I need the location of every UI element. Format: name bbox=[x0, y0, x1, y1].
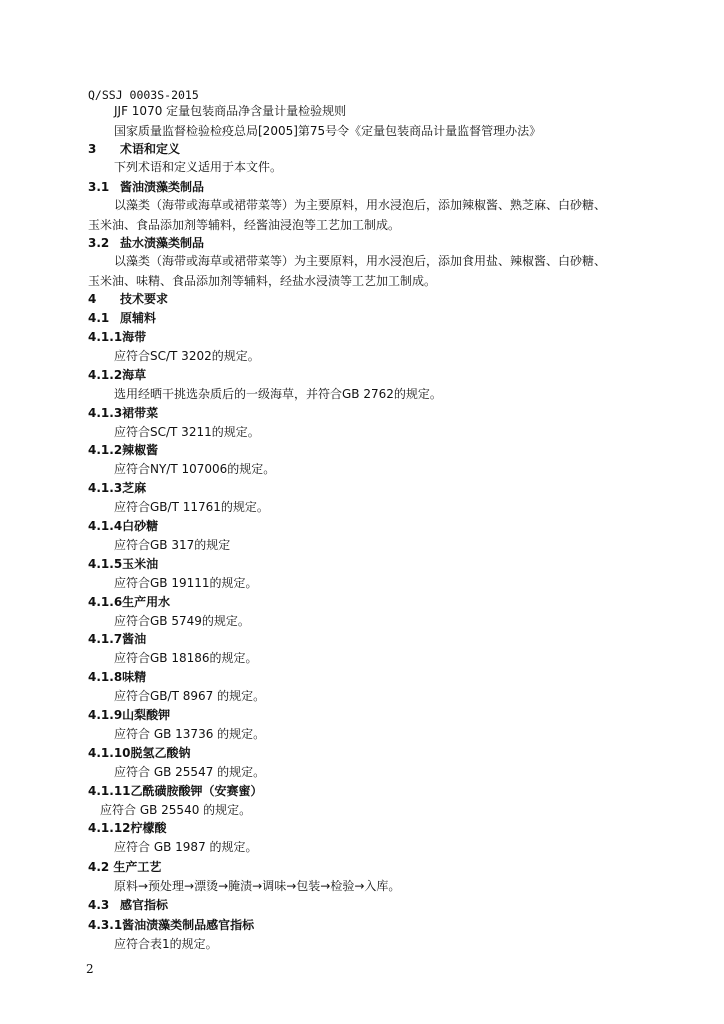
definition-line: 以藻类（海带或海草或裙带菜等）为主要原料，用水浸泡后，添加食用盐、辣椒酱、白砂糖、 bbox=[114, 254, 607, 268]
section-number: 4 bbox=[88, 292, 97, 306]
clause-number: 4.1.10 bbox=[88, 746, 131, 760]
clause-requirement: 应符合GB/T 8967 的规定。 bbox=[114, 689, 266, 703]
clause-heading bbox=[88, 744, 191, 762]
clause-number: 4.1.4 bbox=[88, 519, 123, 533]
clause-number: 4.3.1 bbox=[88, 918, 123, 932]
clause-title: 裙带菜 bbox=[122, 406, 159, 420]
clause-requirement: 应符合 GB 25547 的规定。 bbox=[114, 765, 266, 779]
clause-requirement: 应符合GB 5749的规定。 bbox=[114, 614, 250, 628]
clause-requirement: 应符合表1的规定。 bbox=[114, 937, 218, 951]
clause-number: 4.1.9 bbox=[88, 708, 123, 722]
subsection-title: 原辅料 bbox=[120, 311, 157, 325]
subsection-title: 感官指标 bbox=[120, 898, 169, 912]
clause-heading bbox=[88, 479, 146, 497]
clause-heading bbox=[88, 366, 146, 384]
clause-number: 4.1.7 bbox=[88, 632, 123, 646]
section-intro: 下列术语和定义适用于本文件。 bbox=[114, 160, 283, 174]
section-title: 术语和定义 bbox=[120, 142, 181, 156]
clause-number: 4.1.3 bbox=[88, 406, 123, 420]
reference-line: JJF 1070 定量包装商品净含量计量检验规则 bbox=[114, 104, 347, 118]
clause-number: 4.1.5 bbox=[88, 557, 123, 571]
definition-line: 玉米油、食品添加剂等辅料，经酱油浸泡等工艺加工制成。 bbox=[88, 218, 401, 232]
clause-heading bbox=[88, 593, 170, 611]
clause-title: 海带 bbox=[122, 330, 147, 344]
clause-heading bbox=[88, 916, 254, 934]
clause-requirement: 选用经晒干挑选杂质后的一级海草，并符合GB 2762的规定。 bbox=[114, 387, 442, 401]
clause-number: 4.1.2 bbox=[88, 443, 123, 457]
clause-number: 4.1.1 bbox=[88, 330, 123, 344]
term-heading bbox=[88, 234, 204, 252]
clause-title: 辣椒酱 bbox=[122, 443, 159, 457]
standard-code: Q/SSJ 0003S-2015 bbox=[88, 88, 199, 102]
subsection-number: 4.3 bbox=[88, 898, 110, 912]
clause-requirement: 应符合 GB 25540 的规定。 bbox=[100, 803, 252, 817]
clause-requirement: 应符合SC/T 3202的规定。 bbox=[114, 349, 260, 363]
clause-title: 海草 bbox=[122, 368, 147, 382]
clause-requirement: 应符合 GB 13736 的规定。 bbox=[114, 727, 266, 741]
clause-number: 4.1.3 bbox=[88, 481, 123, 495]
clause-heading bbox=[88, 668, 146, 686]
clause-requirement: 应符合 GB 1987 的规定。 bbox=[114, 840, 258, 854]
clause-requirement: 应符合NY/T 107006的规定。 bbox=[114, 462, 276, 476]
definition-line: 以藻类（海带或海草或裙带菜等）为主要原料，用水浸泡后，添加辣椒酱、熟芝麻、白砂糖、 bbox=[114, 198, 607, 212]
clause-number: 4.1.12 bbox=[88, 821, 131, 835]
page-number: 2 bbox=[86, 962, 94, 976]
clause-number: 4.1.2 bbox=[88, 368, 123, 382]
clause-requirement: 应符合GB/T 11761的规定。 bbox=[114, 500, 269, 514]
clause-title: 酱油渍藻类制品感官指标 bbox=[122, 918, 255, 932]
clause-title: 脱氢乙酸钠 bbox=[130, 746, 191, 760]
term-number: 3.1 bbox=[88, 180, 110, 194]
process-flow: 原料→预处理→漂烫→腌渍→调味→包装→检验→入库。 bbox=[114, 879, 401, 893]
clause-requirement: 应符合GB 19111的规定。 bbox=[114, 576, 258, 590]
clause-requirement: 应符合SC/T 3211的规定。 bbox=[114, 425, 260, 439]
reference-line: 国家质量监督检验检疫总局[2005]第75号令《定量包装商品计量监督管理办法》 bbox=[114, 124, 542, 138]
clause-title: 玉米油 bbox=[122, 557, 159, 571]
section-heading bbox=[88, 290, 168, 308]
term-definition bbox=[88, 251, 636, 291]
clause-heading bbox=[88, 782, 263, 800]
clause-title: 生产用水 bbox=[122, 595, 171, 609]
clause-heading bbox=[88, 517, 158, 535]
clause-number: 4.1.8 bbox=[88, 670, 123, 684]
clause-heading bbox=[88, 404, 158, 422]
clause-heading bbox=[88, 328, 146, 346]
clause-title: 乙酰磺胺酸钾（安赛蜜） bbox=[130, 784, 263, 798]
subsection-heading bbox=[88, 309, 156, 327]
clause-heading bbox=[88, 441, 158, 459]
clause-heading bbox=[88, 555, 158, 573]
section-number: 3 bbox=[88, 142, 97, 156]
clause-title: 味精 bbox=[122, 670, 147, 684]
clause-number: 4.1.6 bbox=[88, 595, 123, 609]
clause-title: 酱油 bbox=[122, 632, 147, 646]
clause-heading bbox=[88, 819, 167, 837]
clause-title: 芝麻 bbox=[122, 481, 147, 495]
clause-heading bbox=[88, 706, 170, 724]
clause-requirement: 应符合GB 317的规定 bbox=[114, 538, 231, 552]
term-number: 3.2 bbox=[88, 236, 110, 250]
subsection-heading: 4.2 生产工艺 bbox=[88, 860, 162, 874]
clause-number: 4.1.11 bbox=[88, 784, 131, 798]
clause-title: 白砂糖 bbox=[122, 519, 159, 533]
subsection-number: 4.1 bbox=[88, 311, 110, 325]
clause-heading bbox=[88, 630, 146, 648]
term-definition bbox=[88, 195, 636, 235]
term-heading bbox=[88, 178, 204, 196]
clause-title: 柠檬酸 bbox=[130, 821, 167, 835]
definition-line: 玉米油、味精、食品添加剂等辅料，经盐水浸渍等工艺加工制成。 bbox=[88, 274, 437, 288]
term-title: 酱油渍藻类制品 bbox=[120, 180, 205, 194]
term-title: 盐水渍藻类制品 bbox=[120, 236, 205, 250]
clause-title: 山梨酸钾 bbox=[122, 708, 171, 722]
clause-requirement: 应符合GB 18186的规定。 bbox=[114, 651, 258, 665]
section-title: 技术要求 bbox=[120, 292, 169, 306]
section-heading bbox=[88, 140, 180, 158]
subsection-heading bbox=[88, 896, 168, 914]
